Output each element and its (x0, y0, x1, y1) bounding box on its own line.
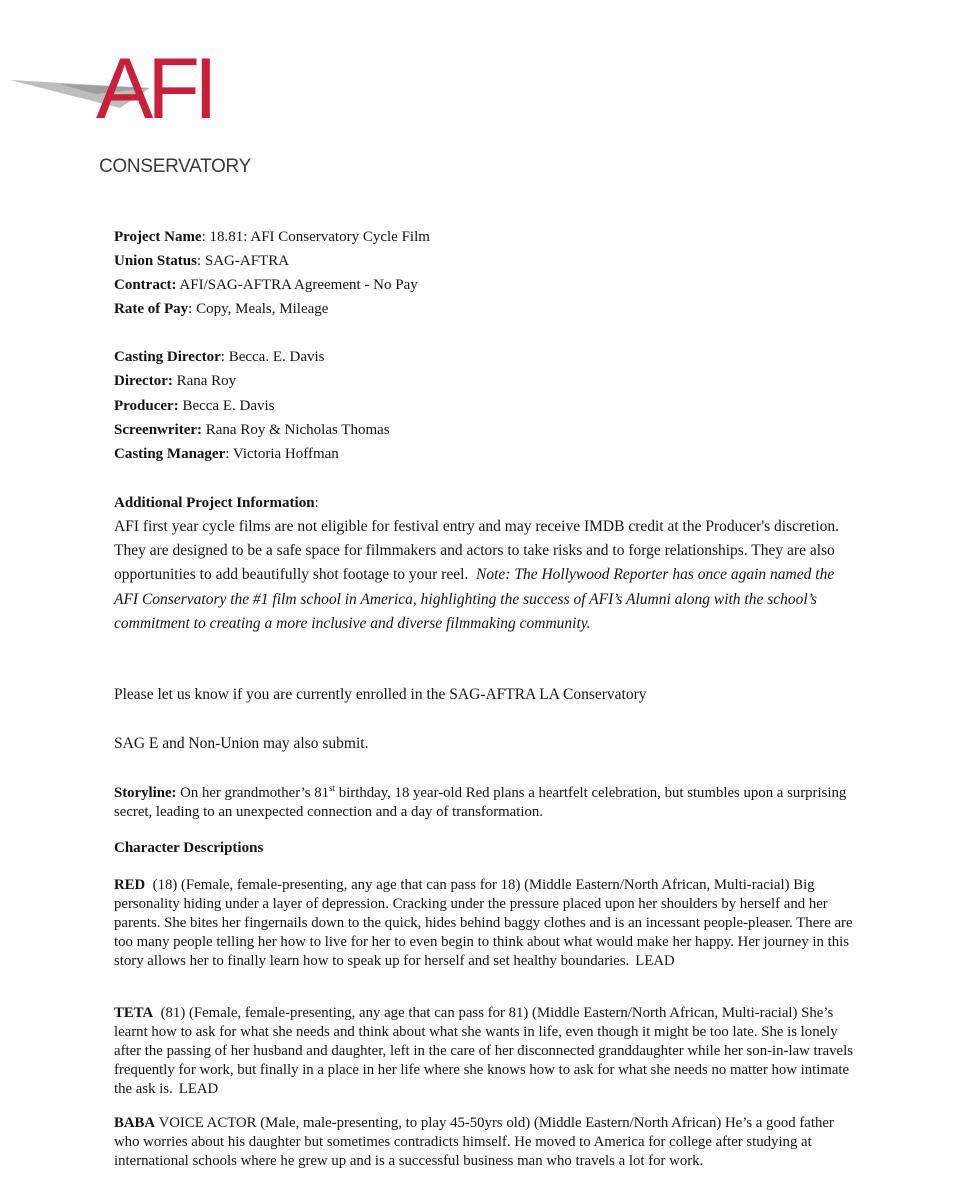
additional-info-note: Note: The Hollywood Reporter has once again named the AFI Conservatory the #1 film school in America, highlighting the success of AFI’s Alumni along with the school’s commitment to creating a more inclusive and diverse filmmaking community. (114, 566, 835, 632)
field-screenwriter: Screenwriter: Rana Roy & Nicholas Thomas (114, 422, 390, 438)
field-rate-of-pay: Rate of Pay: Copy, Meals, Mileage (114, 301, 329, 317)
character-baba: BABA VOICE ACTOR (Male, male-presenting, to play 45-50yrs old) (Middle Eastern/North African) He’s a good father who worries about his daughter but sometimes contradicts himself. He moved to America for college after studying at international schools where he grew up and is a successful business man who travels a lot for work. (114, 1115, 834, 1169)
additional-info-text: AFI first year cycle films are not eligible for festival entry and may receive IMDB credit at the Producer's discretion. They are designed to be a safe space for filmmakers and actors to take risks and to forge relationships. They are also opportunities to add beautifully shot footage to your reel. Note: The Hollywood Reporter has once again named the AFI Conservatory the #1 film school in America, highlighting the success of AFI’s Alumni along with the school’s commitment to creating a more inclusive and diverse filmmaking community. (114, 518, 840, 632)
additional-info-heading: Additional Project Information: (114, 495, 319, 511)
afi-conservatory-logo (0, 30, 300, 177)
storyline: Storyline: On her grandmother’s 81st birthday, 18 year-old Red plans a heartfelt celebration, but stumbles upon a surprising secret, leading to an unexpected connection and a day of transformation. (114, 783, 847, 820)
logo-mark-text: AFI (96, 41, 212, 137)
character-descriptions-heading: Character Descriptions (114, 840, 264, 856)
field-project-name: Project Name: 18.81: AFI Conservatory Cycle Film (114, 229, 430, 245)
field-union-status: Union Status: SAG-AFTRA (114, 253, 290, 269)
field-producer: Producer: Becca E. Davis (114, 398, 275, 414)
sag-e-note: SAG E and Non-Union may also submit. (114, 735, 369, 752)
logo-wordmark: CONSERVATORY (99, 156, 251, 177)
afi-logo-mark (0, 30, 300, 160)
character-red: RED (18) (Female, female-presenting, any age that can pass for 18) (Middle Eastern/North African, Multi-racial) Big personality hiding under a layer of depression. Cracking under the pressure placed upon her shoulders by herself and her parents. She bites her fingernails down to the quick, hides behind baggy clothes and is an incessant people-pleaser. There are too many people telling her how to live for her to even begin to think about what would make her happy. Her journey in this story allows her to finally learn how to speak up for herself and set healthy boundaries. LEAD (114, 877, 853, 969)
enrollment-note: Please let us know if you are currently enrolled in the SAG-AFTRA LA Conservatory (114, 686, 647, 703)
field-casting-manager: Casting Manager: Victoria Hoffman (114, 446, 339, 462)
character-teta: TETA (81) (Female, female-presenting, any age that can pass for 81) (Middle Eastern/North African, Multi-racial) She’s learnt how to ask for what she needs and think about what she wants in life, even though it might be too late. She is lonely after the passing of her husband and daughter, left in the care of her disconnected granddaughter while her son-in-law travels frequently for work, but finally in a place in her life where she knows how to ask for what she needs no matter how intimate the ask is. LEAD (114, 1005, 853, 1097)
field-director: Director: Rana Roy (114, 373, 237, 389)
field-contract: Contract: AFI/SAG-AFTRA Agreement - No Pay (114, 277, 418, 293)
field-casting-director: Casting Director: Becca. E. Davis (114, 349, 325, 365)
